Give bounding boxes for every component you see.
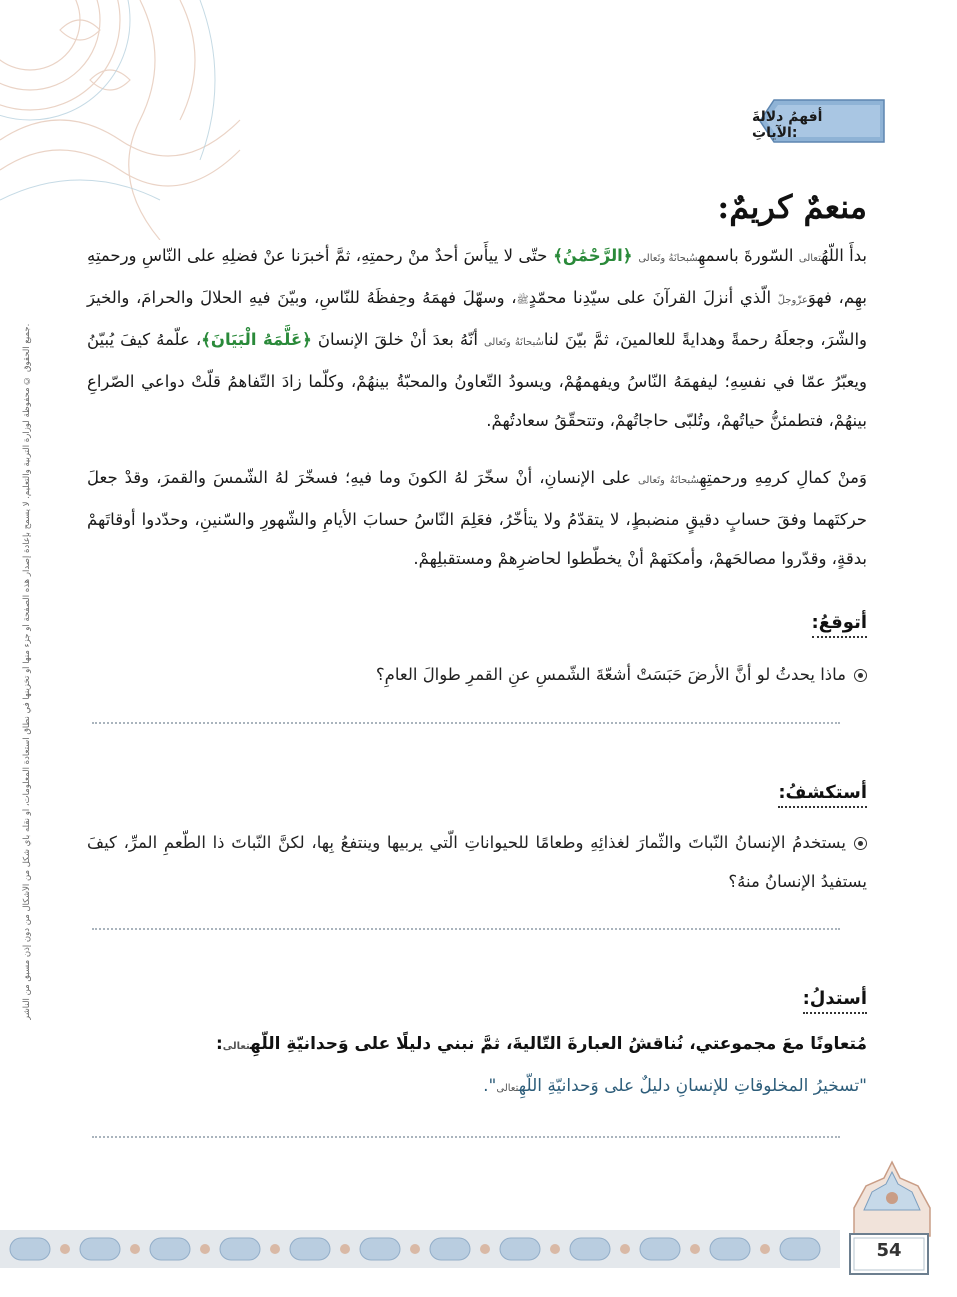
answer-line[interactable]: [92, 722, 840, 724]
page-title: منعمٌ كريمٌ:: [717, 188, 867, 226]
answer-line[interactable]: [92, 1136, 840, 1138]
bullet-icon: [854, 837, 867, 850]
text: الّذي أنزلَ القرآنَ على سيّدِنا محمّدٍ: [528, 288, 778, 307]
infer-instruction: [216, 1034, 867, 1054]
honorific: تعالى: [496, 1083, 519, 1094]
text: :: [215, 1034, 223, 1054]
paragraph-1: [87, 236, 867, 440]
copyright-note: جميع الحقوق © محفوظة لوزارة التربية والتعليم. لا يسمح بإعادة إصدار هذه الصفحة أو جزء منها أو تخزينها في نطاق استعادة المعلومات، أو نقله بأي شكل من الأشكال من دون إذن مسبق من الناشر.: [22, 323, 32, 1020]
honorific: سُبحانَهُ وتَعالى: [483, 337, 544, 348]
honorific: سُبحانَهُ وتَعالى: [638, 475, 700, 486]
text: ".: [483, 1076, 497, 1096]
paragraph-2: [87, 458, 867, 578]
text: "تسخيرُ المخلوقاتِ للإنسانِ دليلٌ على وَحدانيّةِ اللّهِ: [518, 1076, 867, 1096]
honorific: سُبحانَهُ وتَعالى: [638, 253, 699, 264]
honorific: ﷺ: [516, 295, 529, 306]
corner-ornament: [0, 0, 250, 240]
page-number: 54: [876, 1240, 902, 1261]
text: على الإنسانِ، أنْ سخّرَ لهُ الكونَ وما فيهِ؛ فسخّرَ لهُ الشّمسَ والقمرَ، وقدْ جعلَ حركتَهما وفقَ حسابٍ دقيقٍ منضبطٍ، لا يتقدّمُ ولا يتأخّرُ، فعَلِمَ النّاسُ حسابَ الأيامِ والشّهورِ والسّنينِ، وحدّدوا أوقاتَهمْ بدقةٍ، وقدّروا مصالحَهمْ، وأمكنَهمْ أنْ يخطّطوا لحاضرِهمْ ومستقبلِهمْ.: [87, 468, 867, 568]
text: وَمنْ كمالِ كرمِهِ ورحمتِهِ: [699, 468, 867, 487]
section-tag-label: أفهمُ دلالةَ الآياتِ:: [752, 109, 823, 141]
section-tag: [752, 96, 892, 146]
question-text: يستخدمُ الإنسانُ النّباتَ والثّمارَ لغذائِهِ وطعامًا للحيواناتِ الّتي يربيها وينتفعُ بِها، لكنَّ النّباتَ ذا الطّعمِ المرِّ، كيفَ يستفيدُ الإنسانُ منهُ؟: [87, 833, 867, 891]
page-ornament-icon: [842, 1158, 942, 1238]
text: ، علّمهُ كيفَ يُبيّنُ ويعبّرُ عمّا في نفسِهِ؛ ليفهمَهُ النّاسُ ويفهمهُمْ، ويسودُ التّعاونُ والمحبّةُ بينهُمْ، وكلّما زادَ التّفاهمُ قلّتْ دواعي الصّراعِ بينهُمْ، فتطمئنُّ حياتُهمْ، وتُلبّى حاجاتُهمْ، وتتحقّقُ سعادتُهمْ.: [87, 330, 867, 430]
expect-question: [87, 655, 867, 694]
footer-band: [0, 1226, 840, 1272]
expect-heading: أتوقعُ:: [812, 612, 868, 638]
infer-heading: أستدلُ:: [803, 988, 867, 1014]
verse-quote: ﴿الرَّحْمَٰنُ﴾: [547, 246, 639, 265]
text: ، وسهّلَ فهمَهُ وحِفظَهُ للنّاسِ، وبيّنَ فيهِ الحلالَ والحرامَ، والخيرَ والشّرَ، وجعلَهُ رحمةً وهدايةً للعالمينَ، ثمَّ بيّنَ لنا: [87, 288, 868, 349]
honorific: تعالى: [222, 1041, 251, 1052]
explore-heading: أستكشفُ:: [778, 782, 867, 808]
answer-line[interactable]: [92, 928, 840, 930]
text: مُتعاونًا معَ مجموعتي، نُناقشُ العبارةَ التّاليةَ، ثمَّ نبني دليلًا على وَحدانيّةِ اللّهِ: [250, 1034, 867, 1054]
text: حتّى لا ييأَسَ أحدٌ منْ رحمتِهِ، ثمَّ أخبرَنا عنْ فضلِهِ على النّاسِ ورحمتِهِ بهِم، فهوَ: [87, 246, 867, 307]
verse-quote: ﴿عَلَّمَهُ الْبَيَانَ﴾: [201, 330, 312, 349]
text: أنّهُ بعدَ أنْ خلقَ الإنسانَ: [311, 330, 484, 349]
bullet-icon: [854, 669, 867, 682]
question-text: ماذا يحدثُ لو أنَّ الأرضَ حَبَسَتْ أشعّةَ الشّمسِ عنِ القمرِ طوالَ العامِ؟: [375, 665, 846, 684]
text: بدأَ اللّهُ: [821, 246, 868, 265]
infer-quote: [483, 1076, 867, 1096]
honorific: تعالى: [798, 253, 822, 264]
explore-question: [87, 823, 867, 901]
honorific: عزّوجلّ: [777, 295, 808, 306]
text: السّورةَ باسمهِ: [698, 246, 799, 265]
